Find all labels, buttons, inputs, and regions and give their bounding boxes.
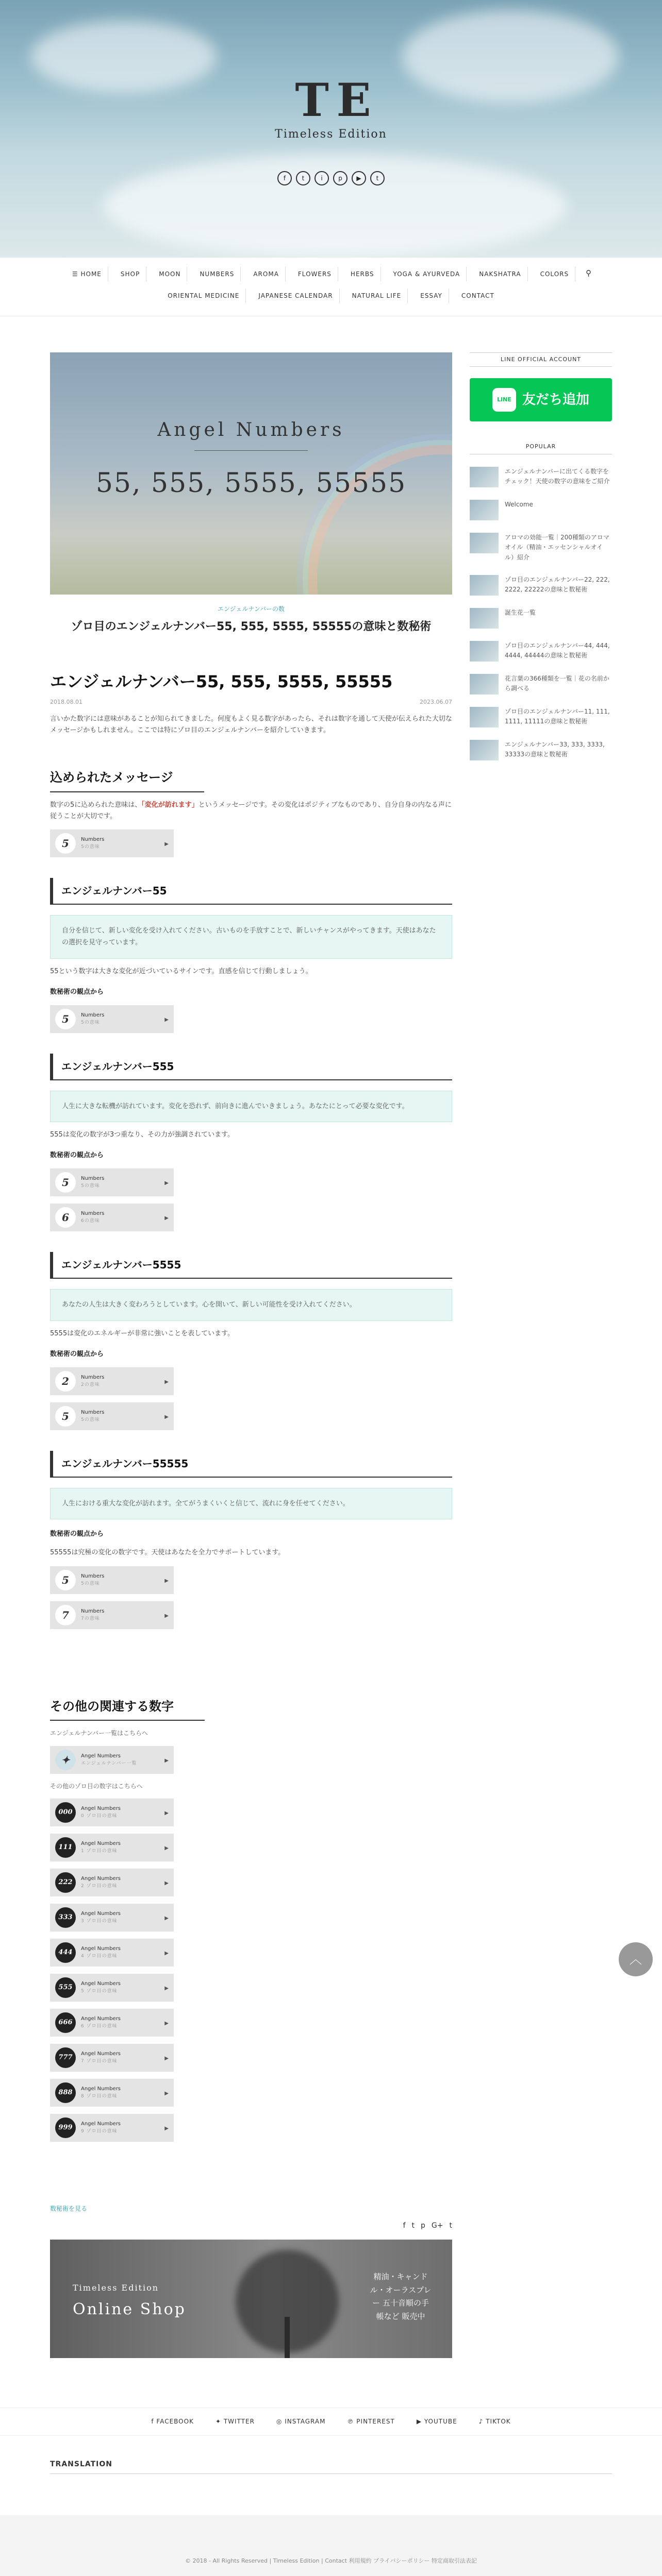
popular-item[interactable] — [470, 467, 612, 487]
chevron-right-icon: ▶ — [164, 841, 169, 847]
card-label: Numbers — [81, 1211, 105, 1217]
number-card[interactable] — [50, 1168, 174, 1196]
nav-item-japanese-calendar[interactable]: JAPANESE CALENDAR — [252, 289, 339, 303]
popular-title: アロマの効能一覧｜200種類のアロマオイル（精油・エッセンシャルオイル）紹介 — [505, 534, 609, 561]
card-number: 5 — [55, 1009, 76, 1029]
cloud-decoration — [103, 155, 567, 258]
related-list — [50, 1799, 452, 2142]
nav-item-contact[interactable]: CONTACT — [461, 292, 494, 300]
card-number: 2 — [55, 1371, 76, 1392]
chevron-right-icon: ▶ — [164, 1757, 169, 1764]
chevron-right-icon: ▶ — [164, 2091, 169, 2097]
card-number: 6 — [55, 1207, 76, 1228]
nav-item-colors[interactable]: COLORS — [534, 267, 575, 281]
popular-item[interactable] — [470, 500, 612, 520]
line-heading: LINE OFFICIAL ACCOUNT — [470, 352, 612, 367]
footer-social-label: TWITTER — [223, 2418, 255, 2426]
card-sub: 6 ゾロ目の意味 — [81, 2024, 118, 2029]
nav-row-1 — [0, 267, 662, 281]
card-text — [81, 1012, 104, 1026]
card-sub: 2の意味 — [81, 1382, 100, 1387]
footer-facebook-link[interactable]: f FACEBOOK — [151, 2418, 194, 2426]
footer-instagram-link[interactable]: ◎ INSTAGRAM — [276, 2418, 326, 2426]
number-card[interactable] — [50, 1601, 174, 1629]
card-number: 5 — [55, 833, 76, 854]
card-label: Angel Numbers — [81, 1876, 121, 1882]
card-sub: 1 ゾロ目の意味 — [81, 1849, 118, 1854]
card-text — [81, 1840, 121, 1855]
facebook-icon[interactable]: f — [277, 171, 292, 185]
chevron-right-icon: ▶ — [164, 1180, 169, 1187]
related-card-222[interactable] — [50, 1869, 174, 1896]
card-number: 5 — [55, 1570, 76, 1590]
numerology-label: 数秘術の観点から — [50, 1530, 104, 1538]
card-number: 444 — [55, 1942, 76, 1963]
card-sub: 5の意味 — [81, 1581, 100, 1586]
cloud-decoration — [31, 21, 217, 93]
popular-item[interactable] — [470, 641, 612, 662]
footer-social-label: FACEBOOK — [156, 2418, 194, 2426]
chevron-right-icon: ▶ — [164, 1016, 169, 1023]
card-text — [81, 1608, 104, 1622]
card-sub: 5の意味 — [81, 1183, 100, 1189]
logo-name: Timeless Edition — [275, 128, 387, 141]
message-box: あなたの人生は大きく変わろうとしています。心を開いて、新しい可能性を受け入れてください。 — [50, 1289, 452, 1320]
translation-heading: TRANSLATION — [50, 2459, 612, 2475]
card-sub: 5の意味 — [81, 844, 100, 850]
nav-item-shop[interactable]: SHOP — [114, 267, 146, 281]
card-text — [81, 1374, 104, 1388]
card-text — [81, 1175, 104, 1190]
popular-thumbnail — [470, 533, 499, 553]
section-heading-55: エンジェルナンバー55 — [50, 878, 452, 905]
card-sub: 3 ゾロ目の意味 — [81, 1919, 118, 1924]
card-text — [81, 1875, 121, 1890]
card-number: 777 — [55, 2047, 76, 2068]
section-heading-5555: エンジェルナンバー5555 — [50, 1252, 452, 1279]
nav-item-moon[interactable]: MOON — [153, 267, 187, 281]
lead-paragraph: 言いかた数字には意味があることが知られてきました。何度もよく見る数字があったら、それは数字を通して天使が伝えられた大切なメッセージかもしれません。ここでは特にゾロ目のエンジェルナンバーを紹介していきます。 — [50, 715, 452, 734]
number-card[interactable] — [50, 1005, 174, 1033]
pinterest-icon[interactable]: p — [333, 171, 347, 185]
message-box: 自分を信じて、新しい変化を受け入れてください。古いものを手放すことで、新しいチャンスがやってきます。天使はあなたの選択を見守っています。 — [50, 915, 452, 959]
nav-item-essay[interactable]: ESSAY — [414, 289, 449, 303]
footer-pinterest-link[interactable]: ℗ PINTEREST — [347, 2418, 395, 2426]
search-icon[interactable]: ⚲ — [586, 268, 592, 278]
nav-item-herbs[interactable]: HERBS — [344, 267, 381, 281]
popular-thumbnail — [470, 641, 499, 662]
section-heading-55555: エンジェルナンバー55555 — [50, 1451, 452, 1478]
share-twitter-icon[interactable]: t — [411, 2222, 415, 2230]
section-heading-555: エンジェルナンバー555 — [50, 1054, 452, 1080]
card-label: Angel Numbers — [81, 1946, 121, 1952]
card-label: Numbers — [81, 1573, 105, 1579]
related-other-label: その他のゾロ目の数字はこちらへ — [50, 1782, 143, 1790]
site-logo[interactable] — [223, 73, 439, 144]
nav-item-aroma[interactable]: AROMA — [247, 267, 286, 281]
popular-thumbnail — [470, 740, 499, 760]
related-card-000[interactable] — [50, 1799, 174, 1826]
card-sub: エンジェルナンバー一覧 — [81, 1760, 137, 1766]
tiktok-icon[interactable]: t — [370, 171, 385, 185]
footer-social-links — [0, 2408, 662, 2435]
number-card[interactable] — [50, 1566, 174, 1594]
card-sub: 7 ゾロ目の意味 — [81, 2059, 118, 2064]
message-emphasis: 「変化が訪れます」 — [141, 801, 198, 809]
popular-item[interactable] — [470, 674, 612, 694]
nav-item-numbers[interactable]: NUMBERS — [193, 267, 241, 281]
card-text — [81, 1980, 121, 1995]
card-number: 999 — [55, 2117, 76, 2138]
global-nav — [0, 258, 662, 316]
popular-item[interactable] — [470, 707, 612, 727]
popular-item[interactable] — [470, 740, 612, 760]
popular-title: ゾロ目のエンジェルナンバー22, 222, 2222, 22222の意味と数秘術 — [505, 575, 610, 593]
card-label: Angel Numbers — [81, 1753, 121, 1759]
related-list-label: エンジェルナンバー一覧はこちらへ — [50, 1730, 148, 1737]
eyecatch-title: Angel Numbers — [157, 419, 345, 440]
card-number: 555 — [55, 1977, 76, 1998]
footer-youtube-link[interactable]: ▶ YOUTUBE — [416, 2418, 457, 2426]
post-subtitle: ゾロ目のエンジェルナンバー55, 555, 5555, 55555の意味と数秘術 — [71, 620, 432, 634]
chevron-right-icon: ▶ — [164, 1951, 169, 1957]
card-number: 333 — [55, 1907, 76, 1928]
card-sub: 0 ゾロ目の意味 — [81, 1814, 118, 1819]
footer-tiktok-link[interactable]: ♪ TIKTOK — [478, 2418, 511, 2426]
popular-title: Welcome — [505, 501, 533, 509]
card-label: Angel Numbers — [81, 2121, 121, 2127]
chevron-right-icon: ▶ — [164, 1379, 169, 1385]
related-card-111[interactable] — [50, 1834, 174, 1861]
section-text: 55という数字は大きな変化が近づいているサインです。直感を信じて行動しましょう。 — [50, 967, 312, 975]
card-number: 7 — [55, 1605, 76, 1625]
related-card-777[interactable] — [50, 2044, 174, 2072]
card-number: 5 — [55, 1172, 76, 1193]
popular-title: エンジェルナンバー33, 333, 3333, 33333の意味と数秘術 — [505, 740, 605, 758]
popular-item[interactable] — [470, 533, 612, 563]
eyecatch-numbers: 55, 555, 5555, 55555 — [95, 467, 407, 499]
card-sub: 8 ゾロ目の意味 — [81, 2094, 118, 2099]
related-card-555[interactable] — [50, 1974, 174, 2002]
content-wrapper — [50, 352, 612, 2359]
line-add-friend-button[interactable] — [470, 378, 612, 421]
chevron-right-icon: ▶ — [164, 1613, 169, 1619]
card-number: 111 — [55, 1837, 76, 1858]
main-content — [50, 352, 452, 2359]
nav-item-flowers[interactable]: FLOWERS — [292, 267, 338, 281]
share-buttons — [50, 2220, 452, 2232]
footer-twitter-link[interactable]: ✦ TWITTER — [215, 2418, 255, 2426]
popular-item[interactable] — [470, 575, 612, 596]
card-text — [81, 1409, 104, 1423]
date-row — [50, 698, 452, 707]
related-heading: その他の関連する数字 — [50, 1696, 205, 1721]
section-text: 55555は究極の変化の数字です。天使はあなたを全力でサポートしています。 — [50, 1549, 285, 1557]
popular-thumbnail — [470, 500, 499, 520]
card-sub: 5 ゾロ目の意味 — [81, 1989, 118, 1994]
numerology-label: 数秘術の観点から — [50, 1151, 104, 1160]
card-text — [81, 1573, 104, 1587]
chevron-right-icon: ▶ — [164, 1845, 169, 1852]
scroll-to-top-button[interactable]: ︿ — [619, 1942, 653, 1976]
number-card[interactable] — [50, 829, 174, 857]
chevron-right-icon: ▶ — [164, 2126, 169, 2132]
popular-title: 花言葉の366種類を一覧｜花の名前から調べる — [505, 674, 609, 692]
card-sub: 2 ゾロ目の意味 — [81, 1884, 118, 1889]
card-sub: 9 ゾロ目の意味 — [81, 2129, 118, 2134]
card-label: Numbers — [81, 1409, 105, 1415]
related-card-999[interactable] — [50, 2114, 174, 2142]
popular-thumbnail — [470, 575, 499, 596]
published-date: 2018.08.01 — [50, 698, 82, 705]
footer-social-label: PINTEREST — [356, 2418, 395, 2426]
nav-item-nakshatra[interactable]: NAKSHATRA — [473, 267, 527, 281]
footer-social-label: TIKTOK — [486, 2418, 511, 2426]
card-label: Angel Numbers — [81, 1841, 121, 1847]
tree-trunk — [285, 2317, 290, 2358]
line-icon: LINE — [492, 388, 516, 412]
share-google-icon[interactable]: G+ — [431, 2222, 443, 2230]
logo-mark: T E — [295, 73, 367, 127]
eyecatch-image — [50, 352, 452, 595]
numerology-label: 数秘術の観点から — [50, 1350, 104, 1358]
message-heading: 込められたメッセージ — [50, 767, 204, 792]
updated-date: 2023.06.07 — [420, 698, 452, 705]
card-number: 666 — [55, 2012, 76, 2033]
card-number: 222 — [55, 1872, 76, 1893]
popular-heading: POPULAR — [470, 442, 612, 454]
card-text — [81, 1805, 121, 1820]
share-facebook-icon[interactable]: f — [403, 2222, 406, 2230]
section-text: 555は変化の数字が3つ重なり、その力が強調されています。 — [50, 1131, 235, 1139]
instagram-icon[interactable]: i — [315, 171, 329, 185]
eyecatch-divider — [194, 450, 308, 451]
popular-item[interactable] — [470, 608, 612, 629]
card-sub: 4 ゾロ目の意味 — [81, 1954, 118, 1959]
related-card-444[interactable] — [50, 1939, 174, 1967]
sidebar — [470, 352, 612, 2359]
footer-social-label: YOUTUBE — [424, 2418, 457, 2426]
nav-item-yoga[interactable]: YOGA & AYURVEDA — [387, 267, 467, 281]
chevron-right-icon: ▶ — [164, 1880, 169, 1887]
card-label: Angel Numbers — [81, 2051, 121, 2057]
card-text — [81, 836, 104, 851]
popular-title: ゾロ目のエンジェルナンバー11, 111, 1111, 11111の意味と数秘術 — [505, 707, 610, 725]
card-text — [81, 1945, 121, 1960]
category-label[interactable]: エンジェルナンバーの数 — [217, 605, 285, 613]
shop-brand: Timeless Edition — [73, 2283, 159, 2293]
card-number: 5 — [55, 1406, 76, 1427]
popular-title: ゾロ目のエンジェルナンバー44, 444, 4444, 44444の意味と数秘術 — [505, 641, 610, 659]
copyright-text: © 2018 - All Rights Reserved | Timeless Edition | Contact 利用規約 プライバシーポリシー 特定商取引法表記 — [185, 2557, 477, 2565]
card-label: Numbers — [81, 836, 105, 842]
number-card[interactable] — [50, 1204, 174, 1231]
back-to-numerology-link[interactable]: 数秘術を見る — [50, 2205, 88, 2213]
related-card-888[interactable] — [50, 2079, 174, 2107]
share-pinterest-icon[interactable]: p — [421, 2222, 425, 2230]
section-text: 5555は変化のエネルギーが非常に強いことを表しています。 — [50, 1329, 235, 1337]
card-label: Angel Numbers — [81, 2016, 121, 2022]
chevron-right-icon: ▶ — [164, 2021, 169, 2027]
message-text: というメッセージです。その変化はポジティブなものであり、自分自身の内なる声に従うことが大切です。 — [50, 801, 452, 820]
line-button-label: 友だち追加 — [522, 392, 589, 408]
nav-item-natural-life[interactable]: NATURAL LIFE — [346, 289, 408, 303]
card-text — [81, 1210, 104, 1225]
card-text — [81, 2121, 121, 2135]
card-label: Angel Numbers — [81, 1981, 121, 1987]
spacer — [50, 1629, 452, 1665]
message-box: 人生における重大な変化が訪れます。全てがうまくいくと信じて、流れに身を任せてください。 — [50, 1488, 452, 1519]
spacer — [50, 2142, 452, 2183]
popular-title: 誕生花一覧 — [505, 608, 536, 616]
chevron-right-icon: ▶ — [164, 2056, 169, 2062]
card-label: Numbers — [81, 1012, 105, 1018]
card-label: Numbers — [81, 1176, 105, 1182]
card-text — [81, 1753, 137, 1767]
message-text: 数字の5に込められた意味は、 — [50, 801, 142, 809]
numerology-label: 数秘術の観点から — [50, 988, 104, 996]
number-card[interactable] — [50, 1367, 174, 1395]
card-label: Angel Numbers — [81, 1806, 121, 1812]
card-text — [81, 2050, 121, 2065]
footer-social-label: INSTAGRAM — [285, 2418, 326, 2426]
share-tumblr-icon[interactable]: t — [449, 2222, 452, 2230]
message-box: 人生に大きな転機が訪れています。変化を恐れず、前向きに進んでいきましょう。あなたにとって必要な変化です。 — [50, 1091, 452, 1122]
popular-title: エンジェルナンバーに出てくる数字をチェック！天使の数字の意味をご紹介 — [505, 468, 610, 485]
shop-copy: 精油・キャンドル・オーラスプレー 五十音順の手帳など 販売中 — [370, 2272, 432, 2321]
message-paragraph — [50, 800, 452, 822]
related-card-666[interactable] — [50, 2009, 174, 2037]
card-sub: 7の意味 — [81, 1616, 100, 1621]
card-sub: 5の意味 — [81, 1417, 100, 1422]
nav-item-oriental-medicine[interactable]: ORIENTAL MEDICINE — [161, 289, 246, 303]
youtube-icon[interactable]: ▶ — [352, 171, 366, 185]
popular-thumbnail — [470, 467, 499, 487]
chevron-right-icon: ▶ — [164, 1986, 169, 1992]
site-footer — [0, 2515, 662, 2576]
card-sub: 6の意味 — [81, 1218, 100, 1224]
popular-thumbnail — [470, 674, 499, 694]
angel-numbers-list-card[interactable] — [50, 1746, 174, 1774]
online-shop-banner[interactable] — [50, 2240, 452, 2358]
page-title: エンジェルナンバー55, 555, 5555, 55555 — [50, 671, 393, 691]
twitter-icon[interactable]: t — [296, 171, 310, 185]
site-header — [0, 0, 662, 258]
number-card[interactable] — [50, 1402, 174, 1430]
chevron-right-icon: ▶ — [164, 1215, 169, 1222]
chevron-right-icon: ▶ — [164, 1810, 169, 1817]
chevron-right-icon: ▶ — [164, 1578, 169, 1584]
card-number: 000 — [55, 1802, 76, 1823]
chevron-right-icon: ▶ — [164, 1916, 169, 1922]
card-label: Numbers — [81, 1608, 105, 1614]
card-text — [81, 2015, 121, 2030]
card-text — [81, 1910, 121, 1925]
angel-icon: ✦ — [55, 1750, 76, 1770]
nav-item-home[interactable]: ☰ HOME — [66, 267, 108, 281]
popular-thumbnail — [470, 608, 499, 629]
header-social-links — [277, 171, 385, 185]
shop-title: Online Shop — [73, 2300, 186, 2319]
nav-row-2 — [0, 289, 662, 303]
card-sub: 5の意味 — [81, 1020, 100, 1025]
card-label: Angel Numbers — [81, 2086, 121, 2092]
chevron-right-icon: ▶ — [164, 1414, 169, 1420]
card-label: Angel Numbers — [81, 1911, 121, 1917]
card-label: Numbers — [81, 1374, 105, 1380]
card-number: 888 — [55, 2082, 76, 2103]
popular-thumbnail — [470, 707, 499, 727]
card-text — [81, 2086, 121, 2100]
related-card-333[interactable] — [50, 1904, 174, 1931]
nav-label: HOME — [80, 270, 102, 278]
